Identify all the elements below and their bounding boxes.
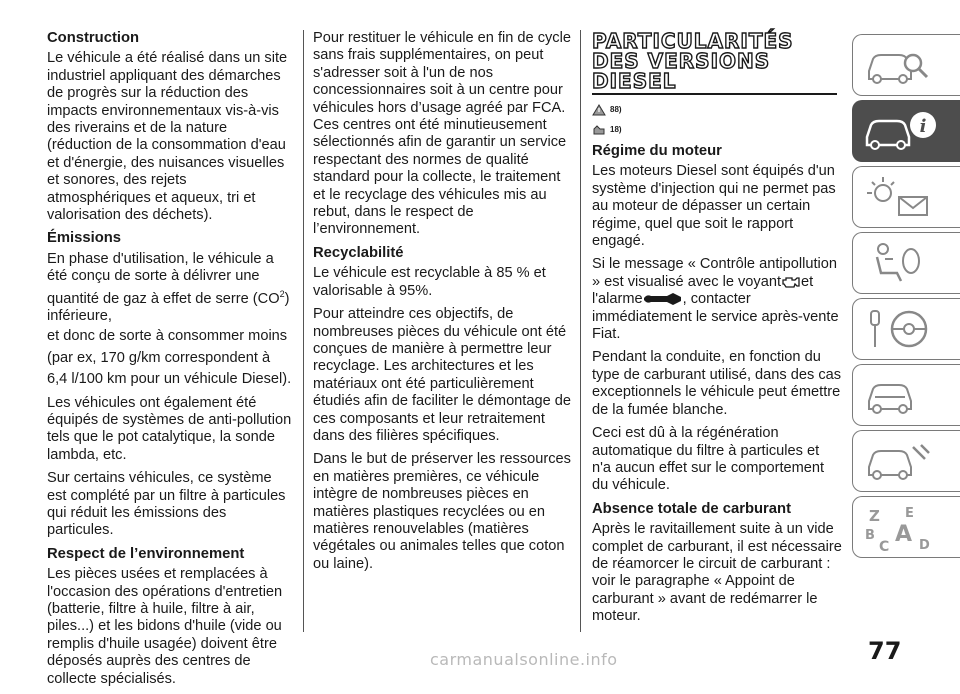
text-no-fuel: Après le ravitaillement suite à un vide complet de carburant, il est nécessaire de réamorcer le circuit de carburant : voir le paragraphe « Appoint de carburant » avant de redémarrer le moteur. xyxy=(592,521,842,625)
text-emissions-2: et donc de sorte à consommer moins xyxy=(47,328,288,345)
svg-text:A: A xyxy=(895,522,913,547)
svg-text:E: E xyxy=(905,506,914,521)
page-number: 77 xyxy=(868,637,902,665)
text-white-smoke: Pendant la conduite, en fonction du type de carburant utilisé, dans des cas exceptionnels le véhicule peut émettre de la fumée blanche. xyxy=(592,349,842,418)
section-title-line-3: DIESEL xyxy=(592,69,677,93)
warning-lights-icon xyxy=(863,173,943,221)
middle-column xyxy=(313,30,571,579)
car-service-icon xyxy=(863,371,943,419)
text-emissions-3: (par ex, 170 g/km correspondent à xyxy=(47,349,271,366)
heading-engine-speed: Régime du moteur xyxy=(592,143,722,159)
text-emissions-1: En phase d'utilisation, le véhicule a été conçu de sorte à délivrer une quantité de gaz à effet de serre $(CO^2)$ inférieure, xyxy=(47,250,290,324)
text-emissions-5: Les véhicules ont également été équipés de systèmes de anti-pollution tels que le pot catalytique, la sonde lambda, etc. xyxy=(47,394,292,463)
title-underline xyxy=(592,93,837,95)
heading-recyclability: Recyclabilité xyxy=(313,244,404,261)
warning-reference: 88) xyxy=(592,103,842,117)
svg-text:D: D xyxy=(919,538,930,553)
tab-car-info[interactable] xyxy=(852,100,960,162)
steering-key-icon xyxy=(863,305,943,353)
warning-triangle-icon xyxy=(592,104,606,116)
heading-environment: Respect de l’environnement xyxy=(47,545,245,562)
column-divider-1 xyxy=(303,30,304,632)
alphabet-index-icon xyxy=(863,503,943,555)
car-search-icon xyxy=(863,41,933,89)
tab-car-tools[interactable] xyxy=(852,430,960,492)
car-tools-icon xyxy=(863,437,943,485)
text-regeneration: Ceci est dû à la régénération automatique du filtre à particules et n'a aucun effet sur le comportement du véhicule. xyxy=(592,425,825,494)
text-end-of-life: Pour restituer le véhicule en fin de cycle sans frais supplémentaires, on peut s'adresser soit à l'un de nos concessionnaires soit à un centre pour véhicules hors d’usage agréé par FCA. Ces centres ont été minutieusement sélectionnés afin de garantir un service respectant des normes de qualité standard pour la collecte, le traitement et le recyclage des véhicules mis au rebut, dans le respect de l’environnement. xyxy=(313,30,571,238)
section-title-line-1: PARTICULARITÉS xyxy=(592,29,794,53)
car-info-icon xyxy=(863,107,943,155)
watermark: carmanualsonline.info xyxy=(430,650,618,669)
text-engine-speed: Les moteurs Diesel sont équipés d'un système d'injection qui ne permet pas au moteur de dépasser un certain régime, quel que soit le rapport engagé. xyxy=(592,163,836,250)
engine-warning-icon xyxy=(781,275,801,289)
text-recyclability-2: Pour atteindre ces objectifs, de nombreuses pièces du véhicule ont été conçues de manière à permettre leur recyclage. Les architectures et les matériaux ont été particulièrement étudiés afin de faciliter le démontage de ces composants et leur retraitement dans des filières spécifiques. xyxy=(313,306,571,444)
heading-emissions: Émissions xyxy=(47,230,122,247)
airbag-seat-icon xyxy=(863,239,943,287)
note-reference: 18) xyxy=(592,123,842,137)
heading-construction: Construction xyxy=(47,30,140,46)
tab-car-service[interactable] xyxy=(852,364,960,426)
text-emissions-4: 6,4 l/100 km pour un véhicule Diesel). xyxy=(47,371,292,388)
svg-text:C: C xyxy=(879,539,890,555)
svg-text:B: B xyxy=(865,528,875,543)
text-emissions-6: Sur certains véhicules, ce système est complété par un filtre à particules qui réduit les émissions des particules. xyxy=(47,470,286,539)
column-divider-2 xyxy=(580,30,581,632)
text-antipollution-message: Si le message « Contrôle antipollution » est visualisé avec le voyant et l'alarme , contacter immédiatement le service après-vente Fiat. xyxy=(592,256,839,343)
tab-warning-lights[interactable] xyxy=(852,166,960,228)
text-construction: Le véhicule a été réalisé dans un site industriel appliquant des démarches de progrès sur la réduction des impacts environnementaux vis-à-vis des riverains et de la nature (réduction de la consommation d'eau et d'énergie, des nuisances visuelles et sonores, des rejets atmosphériques et aqueux, tri et valorisation des déchets). xyxy=(47,50,288,224)
left-column xyxy=(47,30,292,694)
svg-text:Z: Z xyxy=(869,507,880,525)
tab-alphabet-index[interactable] xyxy=(852,496,960,558)
note-hand-icon xyxy=(592,124,606,136)
text-recyclability-1: Le véhicule est recyclable à 85 % et valorisable à 95%. xyxy=(313,265,546,299)
tab-steering-key[interactable] xyxy=(852,298,960,360)
text-recyclability-3: Dans le but de préserver les ressources en matières premières, ce véhicule intègre de nombreuses pièces en matières plastiques recyclées ou en matières renouvelables (matières végétales ou animales telles que coton ou laine). xyxy=(313,451,571,572)
chapter-tabs xyxy=(852,34,960,562)
tab-car-search[interactable] xyxy=(852,34,960,96)
right-column xyxy=(592,30,842,632)
heading-no-fuel: Absence totale de carburant xyxy=(592,500,791,517)
co2-subscript: 2 xyxy=(279,288,285,299)
tab-airbag-seat[interactable] xyxy=(852,232,960,294)
alarm-icon xyxy=(643,292,683,306)
text-environment: Les pièces usées et remplacées à l'occasion des opérations d'entretien (batterie, filtre à huile, filtre à air, piles...) et les bidons d'huile (vide ou remplis d'huile usagée) doivent être déposés auprès des centres de collecte spécialisés. xyxy=(47,566,283,687)
section-title-line-2: DES VERSIONS xyxy=(592,49,771,73)
svg-text:i: i xyxy=(919,116,927,137)
